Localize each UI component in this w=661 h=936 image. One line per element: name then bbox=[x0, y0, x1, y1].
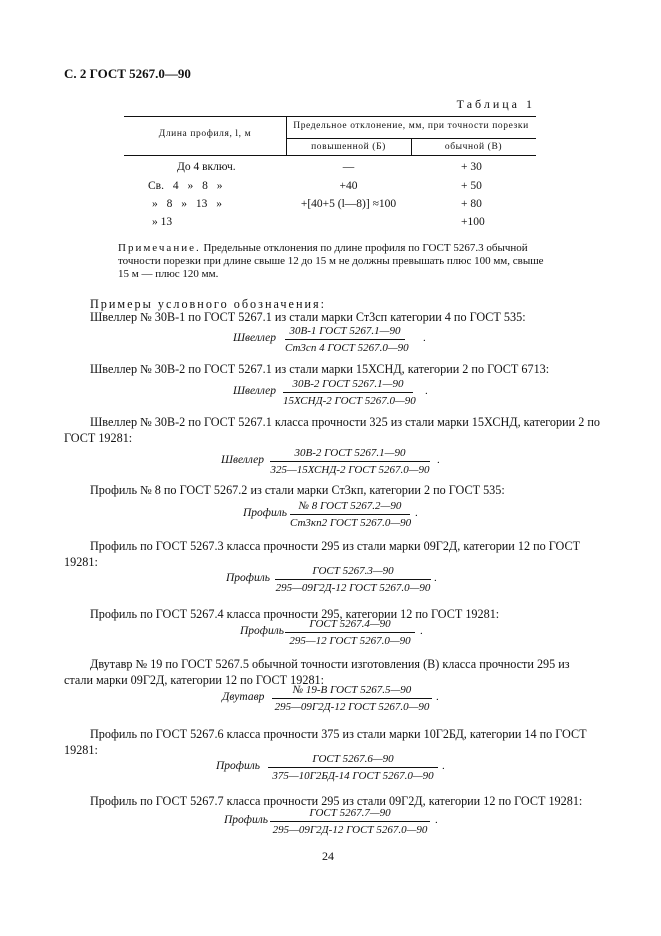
example-4-period: . bbox=[415, 507, 418, 519]
example-6-text: Профиль по ГОСТ 5267.4 класса прочности 295, категории 12 по ГОСТ 19281: bbox=[90, 607, 500, 621]
example-9-denominator: 295—09Г2Д-12 ГОСТ 5267.0—90 bbox=[272, 824, 428, 836]
example-1-text: Швеллер № 30В-1 по ГОСТ 5267.1 из стали марки Ст3сп категории 4 по ГОСТ 535: bbox=[90, 310, 526, 324]
example-1-period: . bbox=[423, 332, 426, 344]
example-5-period: . bbox=[434, 572, 437, 584]
example-9-fraction-bar bbox=[270, 821, 430, 822]
col-header-length: Длина профиля, l, м bbox=[158, 129, 252, 139]
example-6-period: . bbox=[420, 625, 423, 637]
example-8-period: . bbox=[442, 760, 445, 772]
example-5-fraction-bar bbox=[275, 579, 431, 580]
example-2-period: . bbox=[425, 385, 428, 397]
example-2-denominator: 15ХСНД-2 ГОСТ 5267.0—90 bbox=[283, 395, 416, 407]
example-8-numerator: ГОСТ 5267.6—90 bbox=[312, 753, 394, 765]
table-top-rule bbox=[124, 116, 536, 117]
example-2-fraction-bar bbox=[283, 392, 413, 393]
example-3-text: Швеллер № 30В-2 по ГОСТ 5267.1 класса прочности 325 из стали марки 15ХСНД, категории 2 по ГОСТ 19281: bbox=[64, 415, 600, 445]
example-9-numerator: ГОСТ 5267.7—90 bbox=[309, 807, 391, 819]
example-5-denominator: 295—09Г2Д-12 ГОСТ 5267.0—90 bbox=[275, 582, 431, 594]
table-row-4-length: » 13 bbox=[152, 216, 173, 228]
example-5-text: Профиль по ГОСТ 5267.3 класса прочности 295 из стали марки 09Г2Д, категории 12 по ГОСТ 19281: bbox=[64, 539, 581, 569]
table-note bbox=[118, 242, 548, 281]
example-4-label: Профиль bbox=[243, 507, 287, 519]
example-6-label: Профиль bbox=[240, 625, 284, 637]
example-8-denominator: 375—10Г2БД-14 ГОСТ 5267.0—90 bbox=[272, 770, 434, 782]
table-row-1-increased: — bbox=[342, 161, 355, 173]
example-6-denominator: 295—12 ГОСТ 5267.0—90 bbox=[289, 635, 411, 647]
example-7-text: Двутавр № 19 по ГОСТ 5267.5 обычной точности изготовления (В) класса прочности 295 из стали марки 09Г2Д, категории 12 по ГОСТ 19281: bbox=[64, 657, 570, 687]
example-6-fraction-bar bbox=[285, 632, 415, 633]
example-7-period: . bbox=[436, 691, 439, 703]
example-9-text: Профиль по ГОСТ 5267.7 класса прочности 295 из стали 09Г2Д, категории 12 по ГОСТ 19281: bbox=[90, 794, 583, 808]
example-5-label: Профиль bbox=[226, 572, 270, 584]
example-2-numerator: 30В-2 ГОСТ 5267.1—90 bbox=[292, 378, 404, 390]
example-4-fraction-bar bbox=[290, 514, 410, 515]
page-number: 24 bbox=[322, 849, 334, 863]
table-row-3-length: » 8 » 13 » bbox=[152, 198, 222, 210]
example-5-numerator: ГОСТ 5267.3—90 bbox=[312, 565, 394, 577]
example-4-numerator: № 8 ГОСТ 5267.2—90 bbox=[298, 500, 402, 512]
table-row-3-ordinary: + 80 bbox=[461, 198, 482, 210]
table-row-3-increased: +[40+5 (l—8)] ≈100 bbox=[300, 198, 397, 210]
example-8-text: Профиль по ГОСТ 5267.6 класса прочности 375 из стали марки 10Г2БД, категории 14 по ГОСТ 19281: bbox=[64, 727, 587, 757]
table-title: Таблица 1 bbox=[456, 97, 535, 111]
page-header: С. 2 ГОСТ 5267.0—90 bbox=[64, 66, 191, 81]
note-label: Примечание. bbox=[118, 242, 201, 254]
table-row-2-ordinary: + 50 bbox=[461, 180, 482, 192]
note-text: Предельные отклонения по длине профиля по ГОСТ 5267.3 обычной точности порезки при длине свыше 12 до 15 м не должны превышать плюс 100 мм, свыше 15 м — плюс 120 мм. bbox=[118, 242, 544, 280]
table-row-4-ordinary: +100 bbox=[461, 216, 485, 228]
example-8-label: Профиль bbox=[216, 760, 260, 772]
example-7-numerator: № 19-В ГОСТ 5267.5—90 bbox=[292, 684, 412, 696]
col-header-group: Предельное отклонение, мм, при точности порезки bbox=[293, 121, 529, 131]
table-row-1-length: До 4 включ. bbox=[177, 161, 236, 173]
example-7-denominator: 295—09Г2Д-12 ГОСТ 5267.0—90 bbox=[274, 701, 430, 713]
example-3-fraction-bar bbox=[270, 461, 430, 462]
example-6-numerator: ГОСТ 5267.4—90 bbox=[309, 618, 391, 630]
example-3-numerator: 30В-2 ГОСТ 5267.1—90 bbox=[294, 447, 406, 459]
example-4-denominator: Ст3кп2 ГОСТ 5267.0—90 bbox=[290, 517, 412, 529]
col-header-ordinary: обычной (В) bbox=[444, 142, 503, 152]
example-3-period: . bbox=[437, 454, 440, 466]
example-2-label: Швеллер bbox=[233, 385, 276, 397]
example-3-label: Швеллер bbox=[221, 454, 264, 466]
example-1-fraction-bar bbox=[285, 339, 405, 340]
example-7-fraction-bar bbox=[272, 698, 432, 699]
example-1-label: Швеллер bbox=[233, 332, 276, 344]
example-7-label: Двутавр bbox=[222, 691, 265, 703]
col-header-increased: повышенной (Б) bbox=[311, 142, 386, 152]
table-row-1-ordinary: + 30 bbox=[461, 161, 482, 173]
example-9-period: . bbox=[435, 814, 438, 826]
example-8-fraction-bar bbox=[268, 767, 438, 768]
example-9-label: Профиль bbox=[224, 814, 268, 826]
example-1-numerator: 30В-1 ГОСТ 5267.1—90 bbox=[289, 325, 401, 337]
example-1-denominator: Ст3сп 4 ГОСТ 5267.0—90 bbox=[285, 342, 409, 354]
example-3-denominator: 325—15ХСНД-2 ГОСТ 5267.0—90 bbox=[270, 464, 430, 476]
example-4-text: Профиль № 8 по ГОСТ 5267.2 из стали марки Ст3кп, категории 2 по ГОСТ 535: bbox=[90, 483, 505, 497]
table-header-rule bbox=[124, 155, 536, 156]
examples-heading: Примеры условного обозначения: bbox=[90, 297, 326, 311]
table-row-2-length: Св. 4 » 8 » bbox=[148, 180, 223, 192]
example-2-text: Швеллер № 30В-2 по ГОСТ 5267.1 из стали марки 15ХСНД, категории 2 по ГОСТ 6713: bbox=[90, 362, 550, 376]
table-row-2-increased: +40 bbox=[339, 180, 358, 192]
